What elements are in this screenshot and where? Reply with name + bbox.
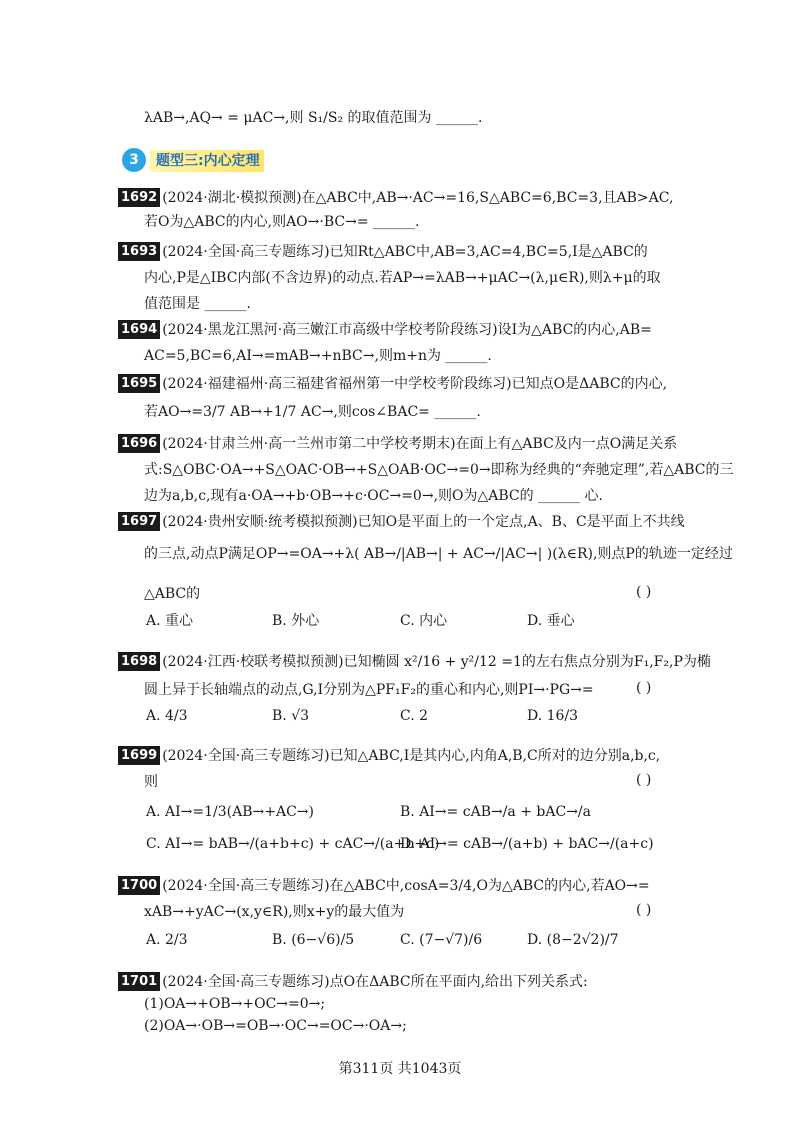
answer-paren: ( ) (636, 680, 652, 696)
option-c: C. 2 (400, 708, 429, 724)
problem-1696-line-2: 式:S△OBC·OA→+S△OAC·OB→+S△OAB·OC→=0→即称为经典的“奔驰定理”,若△ABC的三 (144, 462, 734, 478)
section-title: 题型三:内心定理 (150, 150, 264, 172)
option-b: B. √3 (272, 708, 310, 724)
option-a: A. 重心 (146, 613, 194, 629)
problem-1698-line-1: 1698 (2024·江西·校联考模拟预测)已知椭圆 x²/16 + y²/12 =1的左右焦点分别为F₁,F₂,P为椭 (118, 652, 711, 672)
option-d: D. (8−2√2)/7 (527, 932, 619, 948)
problem-1696-line-3: 边为a,b,c,现有a·OA→+b·OB→+c·OC→=0→,则O为△ABC的 ______ 心. (144, 488, 603, 504)
section-number-badge: 3 (122, 148, 146, 172)
answer-paren: ( ) (636, 772, 652, 788)
problem-1692-line-2: 若O为△ABC的内心,则AO→·BC→= ______. (144, 214, 420, 230)
problem-number: 1693 (118, 242, 160, 261)
problem-1700-line-1: 1700 (2024·全国·高三专题练习)在△ABC中,cosA=3/4,O为△ABC的内心,若AO→= (118, 876, 650, 896)
problem-number: 1698 (118, 652, 160, 671)
problem-1699-line-2: 则 (144, 774, 158, 790)
problem-1696-line-1: 1696 (2024·甘肃兰州·高一兰州市第二中学校考期末)在面上有△ABC及内一点O满足关系 (118, 434, 677, 454)
problem-number: 1692 (118, 188, 160, 207)
problem-1694-line-1: 1694 (2024·黑龙江黑河·高三嫩江市高级中学校考阶段练习)设I为△ABC的内心,AB= (118, 320, 652, 340)
option-c: C. (7−√7)/6 (400, 932, 483, 948)
problem-1695-line-1: 1695 (2024·福建福州·高三福建省福州第一中学校考阶段练习)已知点O是ΔABC的内心, (118, 374, 667, 394)
problem-1698-line-2: 圆上异于长轴端点的动点,G,I分别为△PF₁F₂的重心和内心,则PI→·PG→= (144, 682, 594, 698)
option-b: B. 外心 (272, 613, 320, 629)
option-d: D. 垂心 (527, 613, 575, 629)
problem-number: 1696 (118, 434, 160, 453)
problem-1695-line-2: 若AO→=3/7 AB→+1/7 AC→,则cos∠BAC= ______. (144, 404, 481, 420)
problem-number: 1697 (118, 512, 160, 531)
problem-1693-line-2: 内心,P是△IBC内部(不含边界)的动点.若AP→=λAB→+μAC→(λ,μ∈R),则λ+μ的取 (144, 270, 661, 286)
math-text: λAB→,AQ→ = μAC→,则 S₁/S₂ 的取值范围为 ______. (144, 110, 483, 126)
option-d: D. AI→= cAB→/(a+b) + bAC→/(a+c) (400, 836, 654, 852)
option-a: A. 2/3 (146, 932, 188, 948)
previous-problem-tail (144, 108, 482, 128)
problem-1700-line-2: xAB→+yAC→(x,y∈R),则x+y的最大值为 (144, 904, 405, 920)
problem-number: 1699 (118, 746, 160, 765)
problem-number: 1701 (118, 972, 160, 991)
option-c: C. AI→= bAB→/(a+b+c) + cAC→/(a+b+c) (146, 836, 440, 852)
option-a: A. 4/3 (146, 708, 188, 724)
problem-1699-line-1: 1699 (2024·全国·高三专题练习)已知△ABC,I是其内心,内角A,B,C所对的边分别a,b,c, (118, 746, 660, 766)
problem-number: 1700 (118, 876, 160, 895)
page-footer: 第311页 共1043页 (338, 1061, 462, 1077)
problem-1694-line-2: AC=5,BC=6,AI→=mAB→+nBC→,则m+n为 ______. (144, 348, 492, 364)
problem-1701-line-2: (1)OA→+OB→+OC→=0→; (144, 996, 326, 1012)
problem-1697-line-3: △ABC的 (144, 586, 201, 602)
option-c: C. 内心 (400, 613, 448, 629)
problem-number: 1694 (118, 320, 160, 339)
problem-1693-line-1: 1693 (2024·全国·高三专题练习)已知Rt△ABC中,AB=3,AC=4,BC=5,I是△ABC的 (118, 242, 648, 262)
problem-1701-line-3: (2)OA→·OB→=OB→·OC→=OC→·OA→; (144, 1018, 407, 1034)
problem-1701-line-1: 1701 (2024·全国·高三专题练习)点O在ΔABC所在平面内,给出下列关系式: (118, 972, 588, 992)
problem-1697-line-2: 的三点,动点P满足OP→=OA→+λ( AB→/|AB→| + AC→/|AC→| )(λ∈R),则点P的轨迹一定经过 (144, 546, 733, 562)
answer-paren: ( ) (636, 584, 652, 600)
option-d: D. 16/3 (527, 708, 579, 724)
option-b: B. AI→= cAB→/a + bAC→/a (400, 804, 591, 820)
problem-1697-line-1: 1697 (2024·贵州安顺·统考模拟预测)已知O是平面上的一个定点,A、B、C是平面上不共线 (118, 512, 685, 532)
answer-paren: ( ) (636, 902, 652, 918)
problem-1692-line-1: 1692 (2024·湖北·模拟预测)在△ABC中,AB→·AC→=16,S△ABC=6,BC=3,且AB>AC, (118, 188, 673, 208)
option-a: A. AI→=1/3(AB→+AC→) (146, 804, 314, 820)
option-b: B. (6−√6)/5 (272, 932, 355, 948)
section-header (122, 146, 264, 176)
problem-number: 1695 (118, 374, 160, 393)
problem-1693-line-3: 值范围是 ______. (144, 296, 251, 312)
